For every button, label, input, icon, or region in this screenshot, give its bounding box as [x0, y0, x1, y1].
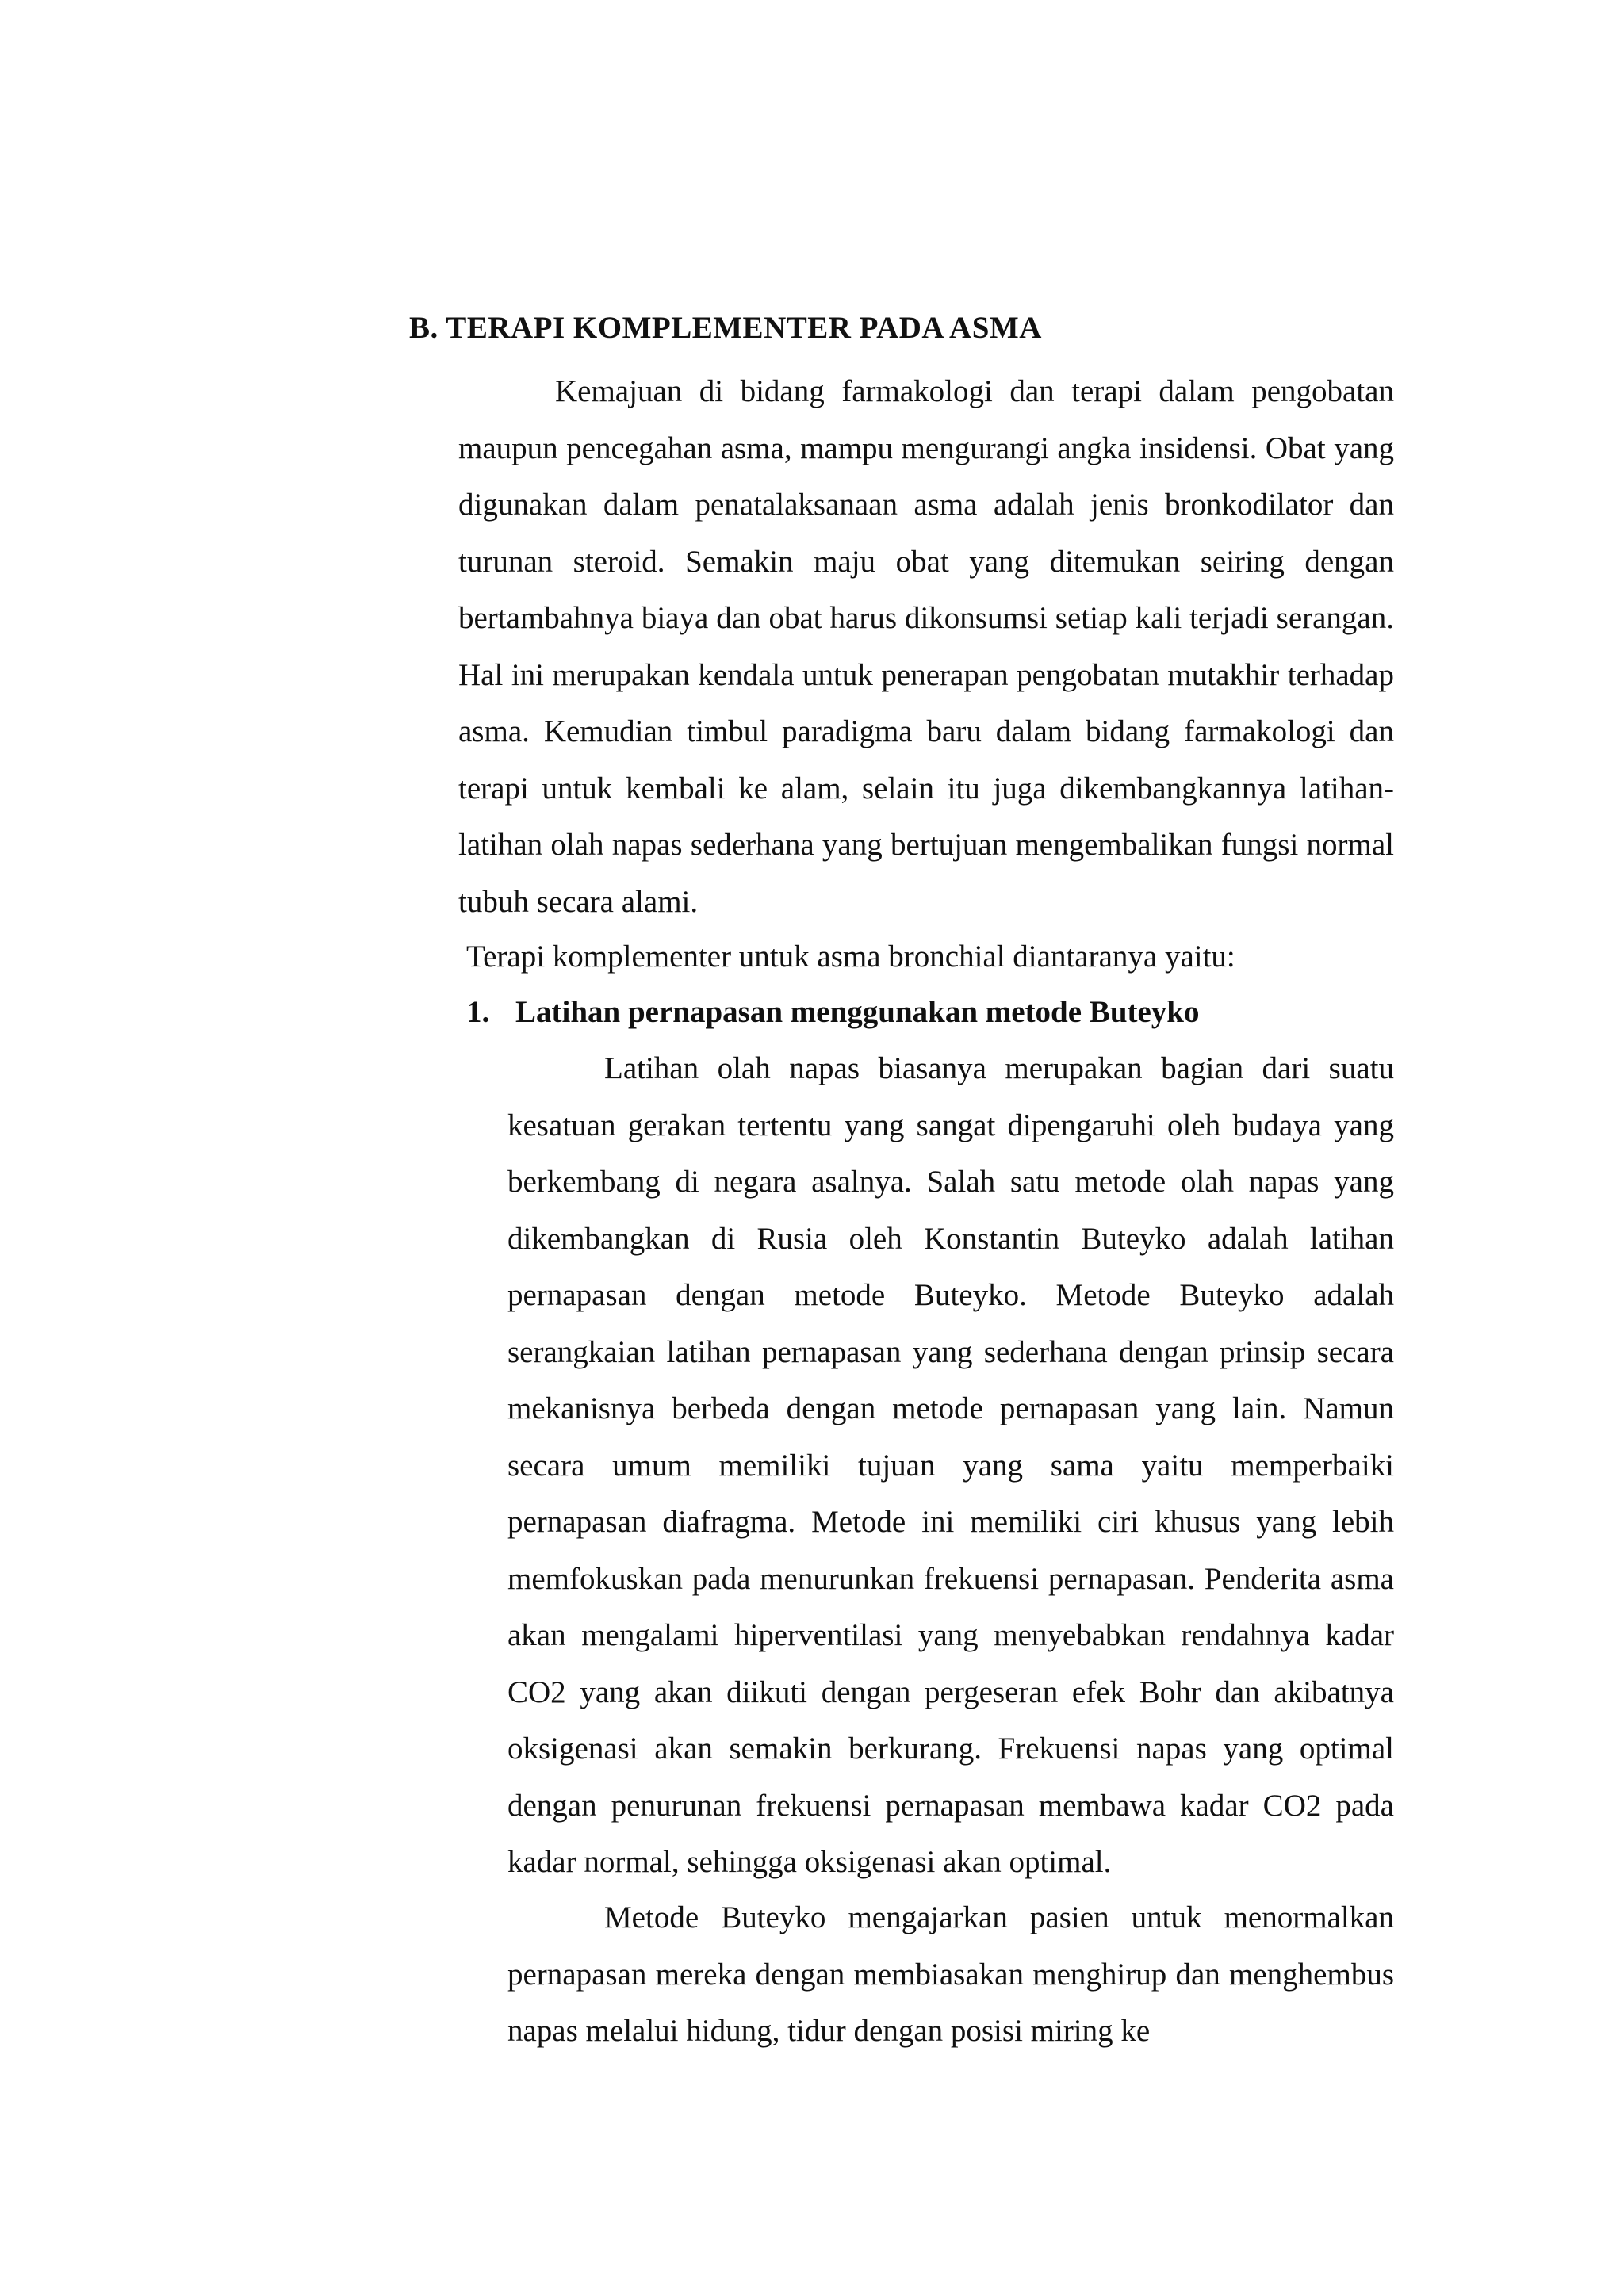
paragraph-buteyko-1: Latihan olah napas biasanya merupakan bagian dari suatu kesatuan gerakan tertentu yang sangat dipengaruhi oleh budaya yang berkembang di negara asalnya. Salah satu metode olah napas yang dikembangkan di Rusia oleh Konstantin Buteyko adalah latihan pernapasan dengan metode Buteyko. Metode Buteyko adalah serangkaian latihan pernapasan yang sederhana dengan prinsip secara mekanisnya berbeda dengan metode pernapasan yang lain. Namun secara umum memiliki tujuan yang sama yaitu memperbaiki pernapasan diafragma. Metode ini memiliki ciri khusus yang lebih memfokuskan pada menurunkan frekuensi pernapasan. Penderita asma akan mengalami hiperventilasi yang menyebabkan rendahnya kadar CO2 yang akan diikuti dengan pergeseran efek Bohr dan akibatnya oksigenasi akan semakin berkurang. Frekuensi napas yang optimal dengan penurunan frekuensi pernapasan membawa kadar CO2 pada kadar normal, sehingga oksigenasi akan optimal.: [508, 1051, 1394, 1879]
list-item-title: Latihan pernapasan menggunakan metode Buteyko: [515, 995, 1200, 1029]
section-title: B. TERAPI KOMPLEMENTER PADA ASMA: [409, 311, 1042, 345]
paragraph-intro: Kemajuan di bidang farmakologi dan terapi dalam pengobatan maupun pencegahan asma, mampu mengurangi angka insidensi. Obat yang digunakan dalam penatalaksanaan asma adalah jenis bronkodilator dan turunan steroid. Semakin maju obat yang ditemukan seiring dengan bertambahnya biaya dan obat harus dikonsumsi setiap kali terjadi serangan. Hal ini merupakan kendala untuk penerapan pengobatan mutakhir terhadap asma. Kemudian timbul paradigma baru dalam bidang farmakologi dan terapi untuk kembali ke alam, selain itu juga dikembangkannya latihan-latihan olah napas sederhana yang bertujuan mengembalikan fungsi normal tubuh secara alami.: [458, 374, 1394, 919]
paragraph-lead: Terapi komplementer untuk asma bronchial diantaranya yaitu:: [466, 939, 1235, 974]
list-item-heading: [466, 984, 1200, 1041]
paragraph-buteyko-2: Metode Buteyko mengajarkan pasien untuk menormalkan pernapasan mereka dengan membiasakan menghirup dan menghembus napas melalui hidung, tidur dengan posisi miring ke: [508, 1900, 1394, 2048]
list-item-number: 1.: [466, 995, 490, 1029]
